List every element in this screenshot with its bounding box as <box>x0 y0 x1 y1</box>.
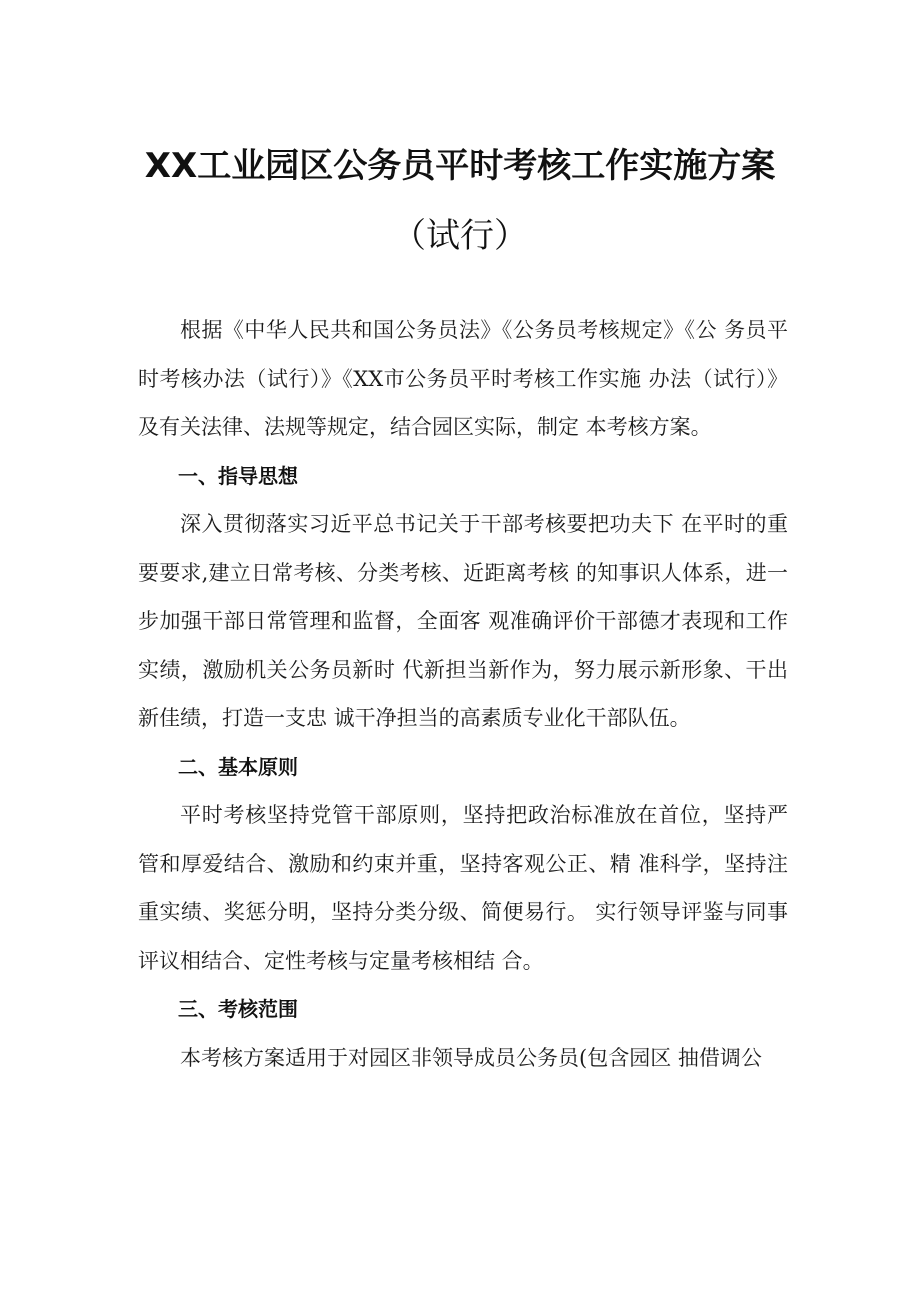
intro-paragraph: 根据《中华人民共和国公务员法》《公务员考核规定》《公 务员平时考核办法（试行）》《XX市公务员平时考核工作实施 办法（试行）》及有关法律、法规等规定，结合园区实际，制定 本考核方案。 <box>138 318 788 439</box>
section-text-basic-principles: 平时考核坚持党管干部原则，坚持把政治标准放在首位，坚持严管和厚爱结合、激励和约束并重，坚持客观公正、精 准科学，坚持注重实绩、奖惩分明，坚持分类分级、简便易行。 实行领导评鉴与同事评议相结合、定性考核与定量考核相结 合。 <box>138 803 788 973</box>
document-subtitle: （试行） <box>392 216 528 256</box>
document-title: XX工业园区公务员平时考核工作实施方案 <box>144 146 776 186</box>
section-text-assessment-scope: 本考核方案适用于对园区非领导成员公务员(包含园区 抽借调公 <box>180 1045 762 1070</box>
document-body <box>138 306 788 1082</box>
section-text-guiding-ideology: 深入贯彻落实习近平总书记关于干部考核要把功夫下 在平时的重要要求,建立日常考核、分类考核、近距离考核 的知事识人体系，进一步加强干部日常管理和监督，全面客 观准确评价干部德才表现和工作实绩，激励机关公务员新时 代新担当新作为，努力展示新形象、干出新佳绩，打造一支忠 诚干净担当的高素质专业化干部队伍。 <box>138 512 788 730</box>
section-heading-basic-principles: 二、基本原则 <box>178 754 298 779</box>
section-heading-assessment-scope: 三、考核范围 <box>178 997 298 1021</box>
section-heading-guiding-ideology: 一、指导思想 <box>178 463 298 488</box>
